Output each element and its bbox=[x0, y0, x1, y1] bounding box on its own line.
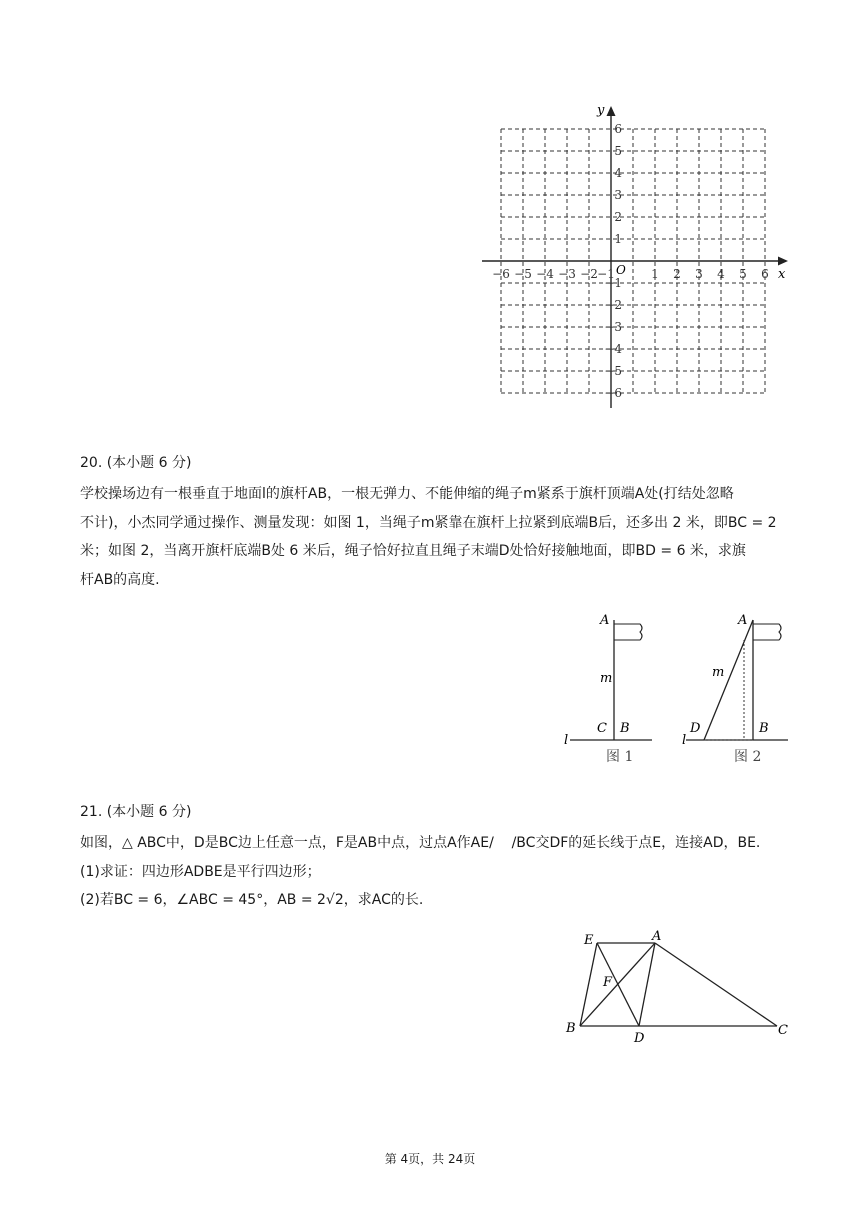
x-tick-label: −1 bbox=[597, 267, 615, 281]
x-tick-label: −3 bbox=[558, 267, 576, 281]
x-tick-label: 3 bbox=[695, 267, 703, 281]
y-axis-label: y bbox=[597, 103, 605, 118]
y-tick-label: 3 bbox=[614, 188, 622, 202]
x-tick-label: −5 bbox=[514, 267, 532, 281]
y-axis-arrow-icon bbox=[607, 106, 616, 116]
q20-figure-1 bbox=[560, 606, 670, 772]
q20-figure-2 bbox=[676, 606, 796, 772]
rope-m-label: m bbox=[600, 671, 613, 686]
point-b-label: B bbox=[566, 1021, 576, 1036]
q21-body bbox=[80, 829, 800, 915]
point-b-label: B bbox=[759, 721, 769, 736]
figure-caption: 图 2 bbox=[734, 749, 762, 765]
q20-line: 学校操场边有一根垂直于地面l的旗杆AB，一根无弹力、不能伸缩的绳子m紧系于旗杆顶端A处(打结处忽略 bbox=[80, 486, 734, 502]
y-tick-label: 4 bbox=[614, 166, 622, 180]
point-d-label: D bbox=[634, 1031, 645, 1046]
y-tick-label: 2 bbox=[614, 210, 622, 224]
segment-be bbox=[580, 943, 597, 1026]
segment-ad bbox=[639, 943, 655, 1026]
x-axis-arrow-icon bbox=[778, 257, 788, 266]
x-tick-label: 5 bbox=[739, 267, 747, 281]
y-tick-label: −2 bbox=[604, 298, 622, 312]
q21-figure bbox=[560, 926, 800, 1050]
rope-m bbox=[704, 620, 753, 740]
q21-line: (2)若BC = 6，∠ABC = 45°，AB = 2√2，求AC的长. bbox=[80, 892, 424, 908]
point-a-label: A bbox=[738, 613, 748, 628]
x-tick-label: 2 bbox=[673, 267, 681, 281]
point-a-label: A bbox=[600, 613, 610, 628]
x-tick-label: 4 bbox=[717, 267, 725, 281]
flag-icon bbox=[753, 624, 781, 640]
q20-heading: 20. (本小题 6 分) bbox=[80, 455, 192, 471]
point-b-label: B bbox=[620, 721, 630, 736]
q20-line: 杆AB的高度. bbox=[80, 571, 160, 588]
x-tick-label: −6 bbox=[492, 267, 510, 281]
segment-ac bbox=[655, 943, 777, 1026]
y-tick-label: −5 bbox=[604, 364, 622, 378]
y-tick-label: 6 bbox=[614, 122, 622, 136]
point-d-label: D bbox=[690, 721, 701, 736]
ground-l-label: l bbox=[564, 733, 569, 748]
q21-heading: 21. (本小题 6 分) bbox=[80, 804, 192, 820]
point-c-label: C bbox=[778, 1023, 788, 1038]
point-f-label: F bbox=[603, 975, 613, 990]
ground-l-label: l bbox=[682, 733, 687, 748]
q20-line: 不计)，小杰同学通过操作、测量发现：如图 1，当绳子m紧靠在旗杆上拉紧到底端B后，还多出 2 米，即BC = 2 bbox=[80, 514, 777, 531]
y-tick-label: −1 bbox=[604, 276, 622, 290]
q20-body bbox=[80, 480, 800, 594]
x-tick-label: −2 bbox=[580, 267, 598, 281]
page-footer: 第 4页，共 24页 bbox=[384, 1152, 476, 1166]
x-tick-label: 1 bbox=[651, 267, 659, 281]
q20-line: 米；如图 2，当离开旗杆底端B处 6 米后，绳子恰好拉直且绳子末端D处恰好接触地面，即BD = 6 米，求旗 bbox=[80, 543, 746, 559]
point-e-label: E bbox=[584, 933, 594, 948]
rope-m-label: m bbox=[712, 665, 725, 680]
point-c-label: C bbox=[597, 721, 607, 736]
x-tick-label: 6 bbox=[761, 267, 769, 281]
y-tick-label: −3 bbox=[604, 320, 622, 334]
q21-line: (1)求证：四边形ADBE是平行四边形； bbox=[80, 863, 321, 880]
x-tick-label: −4 bbox=[536, 267, 554, 281]
x-axis-label: x bbox=[778, 267, 786, 282]
origin-label: O bbox=[616, 263, 626, 277]
y-tick-label: 5 bbox=[614, 144, 622, 158]
coordinate-grid-figure bbox=[470, 96, 800, 416]
q21-line: 如图，△ ABC中，D是BC边上任意一点，F是AB中点，过点A作AE/ /BC交DF的延长线于点E，连接AD，BE. bbox=[80, 835, 761, 851]
point-a-label: A bbox=[652, 929, 662, 944]
y-tick-label: 1 bbox=[614, 232, 622, 246]
flag-icon bbox=[614, 624, 642, 640]
figure-caption: 图 1 bbox=[606, 749, 634, 765]
y-tick-label: −6 bbox=[604, 386, 622, 400]
y-tick-label: −4 bbox=[604, 342, 622, 356]
